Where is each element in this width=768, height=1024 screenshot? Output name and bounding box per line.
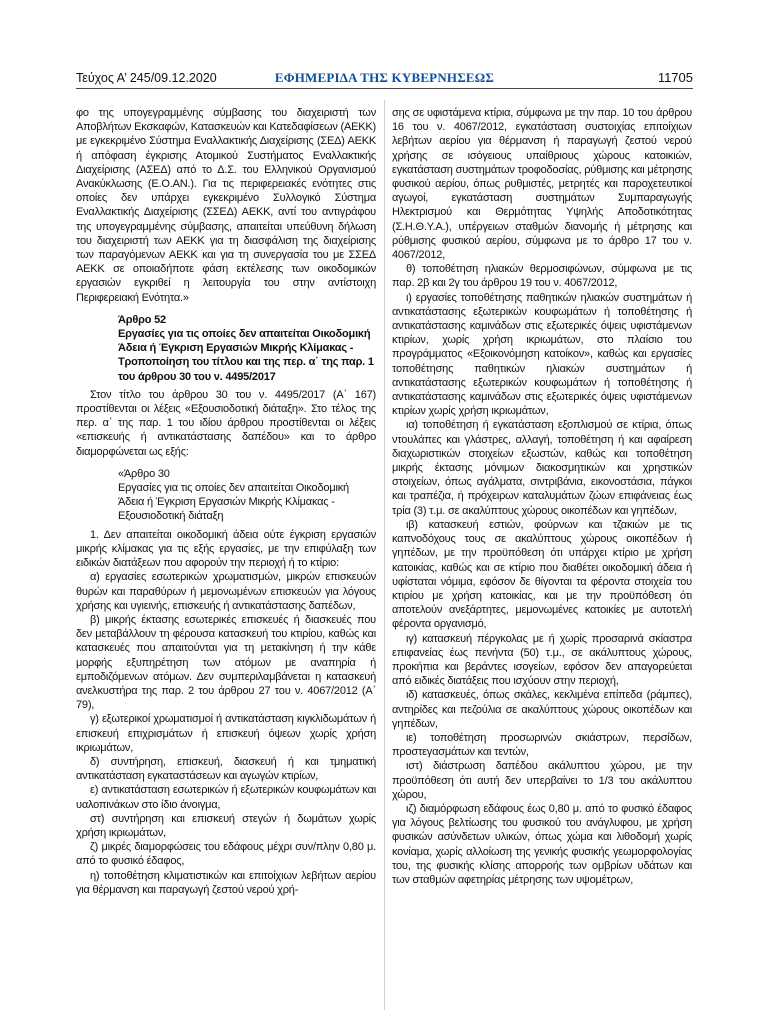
list-item-th: θ) τοποθέτηση ηλιακών θερμοσιφώνων, σύμφωνα με τις παρ. 2β και 2γ του άρθρου 19 του ν. 4067/2012, xyxy=(392,263,692,290)
list-item-ie: ιε) τοποθέτηση προσωρινών σκιάστρων, περσίδων, προστεγασμάτων και τεντών, xyxy=(392,731,692,759)
list-item-h: η) τοποθέτηση κλιματιστικών και επιτοίχιων λεβήτων αερίου για θέρμανση και παραγωγή ζεστού νερού χρή- xyxy=(76,869,376,896)
list-item-st: στ) συντήρηση και επισκευή στεγών ή δωμάτων χωρίς χρήση ικριωμάτων, xyxy=(76,812,376,839)
header-rule xyxy=(76,88,693,89)
list-item-c: γ) εξωτερικοί χρωματισμοί ή αντικατάσταση κιγκλιδωμάτων ή επισκευή επιχρισμάτων ή επισκευή όψεων χωρίς χρήση ικριωμάτων, xyxy=(76,713,376,754)
paragraph-continuation: φο της υπογεγραμμένης σύμβασης του διαχειριστή των Αποβλήτων Εκσκαφών, Κατασκευών και Κατεδαφίσεων (ΑΕΚΚ) με εγκεκριμένο Σύστημα Εναλλακτικής Διαχείρισης (ΣΕΔ) ΑΕΚΚ ή απόφαση έγκρισης Ατομικού Συστήματος Εναλλακτικής Διαχείρισης (ΑΣΕΔ) από το Δ.Σ. του Ελληνικού Οργανισμού Ανακύκλωσης (Ε.Ο.ΑΝ.). Για τις περιφερειακές ενότητες στις οποίες δεν υπάρχει εγκεκριμένο Συλλογικό Σύστημα Εναλλακτικής Διαχείρισης (ΣΣΕΔ) ΑΕΚΚ, αντί του αντιγράφου της υπογεγραμμένης σύμβασης, απαιτείται υπεύθυνη δήλωση του διαχειριστή των ΑΕΚΚ για τη διασφάλιση της διαχείρισης των παραγόμενων ΑΕΚΚ και για τη συνεργασία του με ΣΣΕΔ ΑΕΚΚ σε οποιαδήποτε φάση εκτέλεσης των οικοδομικών εργασιών εγκριθεί η λειτουργία του στην αντίστοιχη Περιφερειακή Ενότητα.» xyxy=(76,107,376,304)
list-item-id: ιδ) κατασκευές, όπως σκάλες, κεκλιμένα επίπεδα (ράμπες), αντηρίδες και πεζούλια σε ακαλύπτους χώρους οικοπέδων και γηπέδων, xyxy=(392,689,692,730)
list-item-i: ι) εργασίες τοποθέτησης παθητικών ηλιακών συστημάτων ή αντικατάστασης εξωτερικών κουφωμάτων ή τοποθέτησης ή αντικατάστασης καμινάδων στις εξωτερικές όψεις υφιστάμενων κτιρίων, χωρίς χρήση ικριωμάτων, στο πλαίσιο του προγράμματος «Εξοικονόμηση κατοίκον», καθώς και εργασίες τοποθέτησης παθητικών ηλιακών συστημάτων ή αντικατάστασης εξωτερικών κουφωμάτων ή τοποθέτησης ή αντικατάστασης καμινάδων στις εξωτερικές όψεις υφιστάμενων κτιρίων χωρίς χρήση ικριωμάτων, xyxy=(392,291,692,418)
list-item-e: ε) αντικατάσταση εσωτερικών ή εξωτερικών κουφωμάτων και υαλοπινάκων στο ίδιο άνοιγμα, xyxy=(76,784,376,811)
list-item-iz: ιζ) διαμόρφωση εδάφους έως 0,80 μ. από το φυσικό έδαφος για λόγους βελτίωσης του φυσικού του ανάγλυφου, με χρήση φυσικών ασύνδετων υλικών, όπως χώμα και λιθοδομή χωρίς κονίαμα, χωρίς αλλοίωση της γενικής φυσικής γεωμορφολογίας του, της φυσικής κλίσης απορροής των ομβρίων υδάτων και των σταθμών αφετηρίας μέτρησης των υψομέτρων, xyxy=(392,802,692,886)
left-column xyxy=(76,106,376,1006)
list-item-b: β) μικρής έκτασης εσωτερικές επισκευές ή διασκευές που δεν μεταβάλλουν τη φέρουσα κατασκευή του κτιρίου, καθώς και κατασκευές που απαιτούνται για τη μετακίνηση ή την κάθε μορφής εξυπηρέτηση των ατόμων με αναπηρία ή εμποδιζόμενων ατόμων. Δεν συμπεριλαμβάνεται η κατασκευή ανελκυστήρα της παρ. 2 του άρθρου 27 του ν. 4067/2012 (Α΄ 79), xyxy=(76,613,376,712)
article-heading: Άρθρο 52 xyxy=(118,313,166,326)
gazette-title: ΕΦΗΜΕΡΙΔΑ ΤΗΣ ΚΥΒΕΡΝΗΣΕΩΣ xyxy=(274,70,495,85)
quoted-article-heading: «Άρθρο 30 xyxy=(118,467,170,480)
list-item-d: δ) συντήρηση, επισκευή, διασκευή ή και τμηματική αντικατάσταση εγκαταστάσεων και αγωγών κτιρίων, xyxy=(76,755,376,783)
paragraph-amendment: Στον τίτλο του άρθρου 30 του ν. 4495/2017 (Α΄ 167) προστίθενται οι λέξεις «Εξουσιοδοτική διάταξη». Στο τέλος της περ. α΄ της παρ. 1 του ιδίου άρθρου προστίθενται οι λέξεις «επισκευής ή αντικατάστασης δαπέδου» και το άρθρο διαμορφώνεται ως εξής: xyxy=(76,388,376,458)
page-header xyxy=(76,68,693,88)
list-item-ig: ιγ) κατασκευή πέργκολας με ή χωρίς προσαρινά σκίαστρα επιφανείας έως πενήντα (50) τ.μ., σε ακάλυπτους χώρους, προκήπια και βεράντες ισογείων, εφόσον δεν απαγορεύεται από ειδικές διατάξεις που ισχύουν στην περιοχή, xyxy=(392,632,692,688)
list-item-h-continuation: σης σε υφιστάμενα κτίρια, σύμφωνα με την παρ. 10 του άρθρου 16 του ν. 4067/2012, εγκατάσταση συστοιχίας επιτοίχιων λεβήτων αερίου για θέρμανση ή παραγωγή ζεστού νερού χρήσης σε ισόγειους υπαίθριους χώρους κατοικιών, εγκατάσταση συστημάτων τροφοδοσίας, ρύθμισης και μέτρησης φυσικού αερίου, όπως ρυθμιστές, μετρητές και παροχετευτικοί αγωγοί, εγκατάσταση συστημάτων Συμπαραγωγής Ηλεκτρισμού και Θερμότητας Υψηλής Αποδοτικότητας (Σ.Η.Θ.Υ.Α.), υπέργειων σταθμών διανομής ή μέτρησης και ρύθμισης φυσικού αερίου, σύμφωνα με το άρθρο 17 του ν. 4067/2012, xyxy=(392,107,692,262)
list-item-a: α) εργασίες εσωτερικών χρωματισμών, μικρών επισκευών θυρών και παραθύρων ή μεμονωμένων επισκευών για λόγους χρήσης και υγιεινής, επισκευής ή αντικατάστασης δαπέδων, xyxy=(76,571,376,612)
list-item-ist: ιστ) διάστρωση δαπέδου ακάλυπτου χώρου, με την προϋπόθεση ότι αυτή δεν υπερβαίνει το 1/3 του ακάλυπτου χώρου, xyxy=(392,760,692,801)
article-title: Εργασίες για τις οποίες δεν απαιτείται Οικοδομική Άδεια ή Έγκριση Εργασιών Μικρής Κλίμακας - Τροποποίηση του τίτλου και της περ. α΄ της παρ. 1 του άρθρου 30 του ν. 4495/2017 xyxy=(118,328,374,383)
quoted-article-title: Εργασίες για τις οποίες δεν απαιτείται Οικοδομική Άδεια ή Έγκριση Εργασιών Μικρής Κλίμακας - Εξουσιοδοτική διάταξη xyxy=(118,482,349,523)
right-column xyxy=(392,106,692,1006)
paragraph-intro: 1. Δεν απαιτείται οικοδομική άδεια ούτε έγκριση εργασιών μικρής κλίμακας για τις εξής εργασίες, με την επιφύλαξη των ειδικών διατάξεων που αφορούν την περιοχή ή το κτίριο: xyxy=(76,528,376,570)
issue-label: Τεύχος Α’ 245/09.12.2020 xyxy=(76,71,217,85)
page-number: 11705 xyxy=(657,70,693,85)
column-divider xyxy=(384,100,385,1010)
list-item-ib: ιβ) κατασκευή εστιών, φούρνων και τζακιών με τις καπνοδόχους τους σε ακαλύπτους χώρους οικοπέδων ή γηπέδων, με την προϋπόθεση ότι υπάρχει κτίριο με χρήση κατοικίας, καθώς και σε κτίριο που διαθέτει οικοδομική άδεια ή υφίσταται νόμιμα, εφόσον δε θίγονται τα φέροντα στοιχεία του κτιρίου με χρήση κατοικίας, και με την προϋπόθεση ότι αποτελούν ανεξάρτητες, μεμονωμένες κατοικίες με αυτοτελή φέροντα οργανισμό, xyxy=(392,518,692,631)
list-item-z: ζ) μικρές διαμορφώσεις του εδάφους μέχρι συν/πλην 0,80 μ. από το φυσικό έδαφος, xyxy=(76,841,376,868)
list-item-ia: ια) τοποθέτηση ή εγκατάσταση εξοπλισμού σε κτίρια, όπως ντουλάπες και γλάστρες, αλλαγή, τοποθέτηση ή και αφαίρεση διαχωριστικών στοιχείων εξωστών, καθώς και τοποθέτηση μικρής έκτασης μόνιμων διακοσμητικών και χρηστικών στοιχείων, όπως αγάλματα, σιντριβάνια, εικονοστάσια, πάγκοι και τραπέζια, ή πρόχειρων καταλυμάτων ζώων επιφάνειας έως τρία (3) τ.μ. σε ακαλύπτους χώρους οικοπέδων και γηπέδων, xyxy=(392,419,692,517)
